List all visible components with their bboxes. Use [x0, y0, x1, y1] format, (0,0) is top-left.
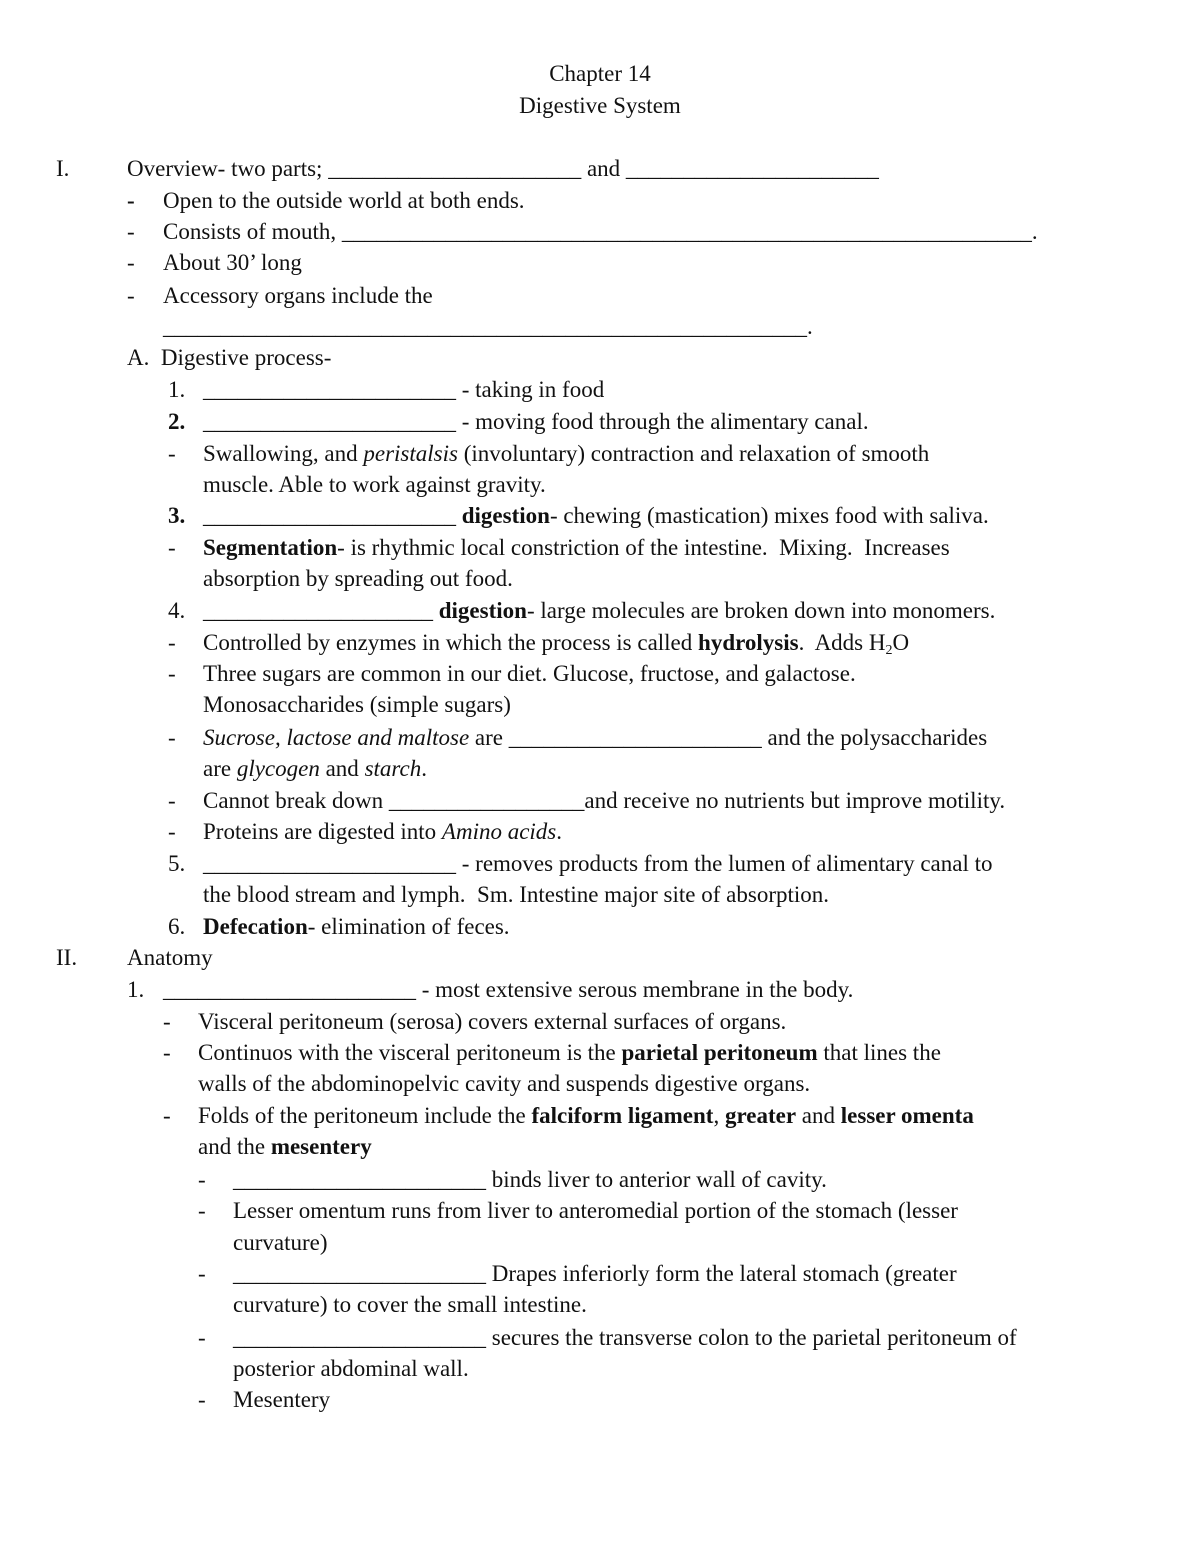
segmentation-line — [203, 532, 950, 564]
item-number: 5. — [168, 851, 186, 876]
fold-greater-omentum — [233, 1258, 957, 1290]
overview-line — [127, 153, 879, 185]
bullet-text: and the polysaccharides — [761, 725, 988, 750]
fill-blank[interactable]: ______________________ — [508, 725, 762, 750]
item-text: - large molecules are broken down into monomers. — [526, 598, 996, 623]
item-propulsion — [203, 406, 869, 438]
term-digestion: digestion — [433, 598, 527, 623]
bullet-text: . Adds H — [798, 630, 886, 655]
fill-blank[interactable]: ______________________ — [233, 1261, 486, 1286]
visceral-line: Visceral peritoneum (serosa) covers external surfaces of organs. — [198, 1009, 787, 1034]
subsection-heading: A. Digestive process- — [127, 345, 332, 370]
bullet-text: are — [469, 725, 509, 750]
bullet-dash: - — [163, 1009, 171, 1034]
bullet-text: that lines the — [817, 1040, 941, 1065]
section-numeral: I. — [56, 156, 70, 181]
term-falciform-ligament: falciform ligament — [531, 1103, 714, 1128]
bullet-text: secures the transverse colon to the parietal peritoneum of — [486, 1325, 1017, 1350]
bullet-text: binds liver to anterior wall of cavity. — [486, 1167, 827, 1192]
period: . — [807, 314, 813, 339]
fold-lesser-omentum: Lesser omentum runs from liver to anteromedial portion of the stomach (lesser — [233, 1198, 958, 1223]
bullet-dash: - — [198, 1325, 206, 1350]
fill-blank[interactable]: ____________________ — [203, 598, 433, 623]
fold-mesocolon-line-2: posterior abdominal wall. — [233, 1356, 469, 1381]
fill-blank[interactable]: ______________________ — [233, 1325, 486, 1350]
fill-blank[interactable]: ______________________ — [203, 377, 456, 402]
fill-blank[interactable]: ______________________ — [233, 1167, 486, 1192]
fill-blank[interactable]: ______________________ — [625, 156, 879, 181]
bullet-text: Swallowing, and — [203, 441, 364, 466]
parietal-line — [198, 1037, 941, 1069]
bullet-dash: - — [198, 1387, 206, 1412]
item-peritoneum — [163, 974, 853, 1006]
fold-mesocolon — [233, 1322, 1017, 1354]
overview-text: Overview- two parts; — [127, 156, 329, 181]
page-title: Digestive System — [519, 93, 681, 118]
fold-greater-omentum-line-2: curvature) to cover the small intestine. — [233, 1292, 587, 1317]
term-defecation: Defecation — [203, 914, 308, 939]
bullet-text: are — [203, 756, 237, 781]
item-text: - moving food through the alimentary canal. — [456, 409, 869, 434]
bullet-text: Controlled by enzymes in which the process is called — [203, 630, 699, 655]
folds-line-2 — [198, 1131, 372, 1163]
item-text: - removes products from the lumen of alimentary canal to — [456, 851, 993, 876]
item-defecation — [203, 911, 510, 943]
bullet-dash: - — [168, 535, 176, 560]
bullet-dash: - — [168, 630, 176, 655]
term-parietal-peritoneum: parietal peritoneum — [621, 1040, 818, 1065]
bullet-dash: - — [168, 661, 176, 686]
term-disaccharides: Sucrose, lactose and maltose — [203, 725, 470, 750]
fold-mesentery: Mesentery — [233, 1387, 331, 1412]
term-mesentery: mesentery — [270, 1134, 372, 1159]
bullet-dash: - — [198, 1261, 206, 1286]
item-number: 1. — [127, 977, 145, 1002]
item-text: - taking in food — [456, 377, 605, 402]
period: . — [1031, 219, 1038, 244]
item-absorption-line-2: the blood stream and lymph. Sm. Intestine major site of absorption. — [203, 882, 830, 907]
section-heading-anatomy: Anatomy — [127, 945, 213, 970]
bullet-text: (involuntary) contraction and relaxation of smooth — [457, 441, 930, 466]
bullet-text: Folds of the peritoneum include the — [198, 1103, 532, 1128]
bullet-dash: - — [163, 1040, 171, 1065]
bullet-consists — [163, 216, 1038, 248]
cellulose-line — [203, 785, 1005, 817]
bullet-dash: - — [198, 1167, 206, 1192]
item-chemical-digestion — [203, 595, 995, 627]
parietal-line-2: walls of the abdominopelvic cavity and suspends digestive organs. — [198, 1071, 811, 1096]
term-digestion: digestion — [456, 503, 550, 528]
bullet-text: Drapes inferiorly form the lateral stomach (greater — [486, 1261, 957, 1286]
bullet-dash: - — [127, 219, 135, 244]
overview-and: and — [581, 156, 626, 181]
bullet-dash: - — [163, 1103, 171, 1128]
peristalsis-line — [203, 438, 929, 470]
bullet-text: Continuos with the visceral peritoneum is the — [198, 1040, 622, 1065]
fill-blank[interactable]: ______________________ — [203, 409, 456, 434]
item-number: 2. — [168, 409, 186, 434]
peristalsis-line-2: muscle. Able to work against gravity. — [203, 472, 546, 497]
folds-line — [198, 1100, 974, 1132]
term-glycogen: glycogen — [236, 756, 320, 781]
fill-blank[interactable]: ________________________________________________________ — [163, 314, 807, 339]
disaccharides-line-2 — [203, 753, 427, 785]
item-number: 4. — [168, 598, 186, 623]
item-text: - elimination of feces. — [307, 914, 510, 939]
section-numeral: II. — [56, 945, 78, 970]
fill-blank[interactable]: ____________________________________________________________ — [341, 219, 1032, 244]
bullet-dash: - — [168, 819, 176, 844]
fill-blank[interactable]: _________________ — [388, 788, 585, 813]
item-text: - most extensive serous membrane in the body. — [416, 977, 854, 1002]
term-lesser-omenta: lesser omenta — [840, 1103, 974, 1128]
fold-falciform — [233, 1164, 827, 1196]
item-mechanical-digestion — [203, 500, 989, 532]
period: . — [556, 819, 563, 844]
sugars-line-2: Monosaccharides (simple sugars) — [203, 692, 511, 717]
item-number: 6. — [168, 914, 186, 939]
bullet-dash: - — [198, 1198, 206, 1223]
bullet-length: About 30’ long — [163, 250, 302, 275]
item-text: - chewing (mastication) mixes food with saliva. — [549, 503, 989, 528]
item-number: 3. — [168, 503, 186, 528]
item-ingestion — [203, 374, 604, 406]
comma: , — [713, 1103, 725, 1128]
bullet-text: O — [892, 630, 910, 655]
period: . — [421, 756, 427, 781]
bullet-accessory: Accessory organs include the — [163, 283, 433, 308]
fill-blank[interactable]: ______________________ — [203, 503, 456, 528]
bullet-dash: - — [127, 283, 135, 308]
bullet-open-ends: Open to the outside world at both ends. — [163, 188, 525, 213]
term-starch: starch — [364, 756, 422, 781]
item-absorption — [203, 848, 993, 880]
fill-blank[interactable]: ______________________ — [328, 156, 582, 181]
bullet-text: Consists of mouth, — [163, 219, 342, 244]
bullet-text: Cannot break down — [203, 788, 389, 813]
bullet-text: and — [796, 1103, 841, 1128]
bullet-text: Proteins are digested into — [203, 819, 442, 844]
term-hydrolysis: hydrolysis — [698, 630, 799, 655]
subscript: 2 — [885, 643, 893, 658]
term-amino-acids: Amino acids — [441, 819, 557, 844]
bullet-dash: - — [127, 188, 135, 213]
accessory-blank-line — [163, 311, 813, 343]
bullet-text: and — [319, 756, 365, 781]
bullet-text: and receive no nutrients but improve motility. — [584, 788, 1006, 813]
hydrolysis-line — [203, 627, 909, 659]
fill-blank[interactable]: ______________________ — [163, 977, 416, 1002]
fill-blank[interactable]: ______________________ — [203, 851, 456, 876]
term-peristalsis: peristalsis — [363, 441, 458, 466]
sugars-line: Three sugars are common in our diet. Glucose, fructose, and galactose. — [203, 661, 856, 686]
term-greater: greater — [724, 1103, 797, 1128]
fold-lesser-omentum-line-2: curvature) — [233, 1230, 328, 1255]
bullet-dash: - — [168, 788, 176, 813]
term-segmentation: Segmentation — [203, 535, 338, 560]
bullet-dash: - — [168, 441, 176, 466]
segmentation-line-2: absorption by spreading out food. — [203, 566, 513, 591]
bullet-text: - is rhythmic local constriction of the intestine. Mixing. Increases — [337, 535, 950, 560]
item-number: 1. — [168, 377, 186, 402]
proteins-line — [203, 816, 562, 848]
disaccharides-line — [203, 722, 987, 754]
chapter-heading: Chapter 14 — [549, 61, 651, 86]
bullet-dash: - — [127, 250, 135, 275]
bullet-dash: - — [168, 725, 176, 750]
bullet-text: and the — [198, 1134, 271, 1159]
